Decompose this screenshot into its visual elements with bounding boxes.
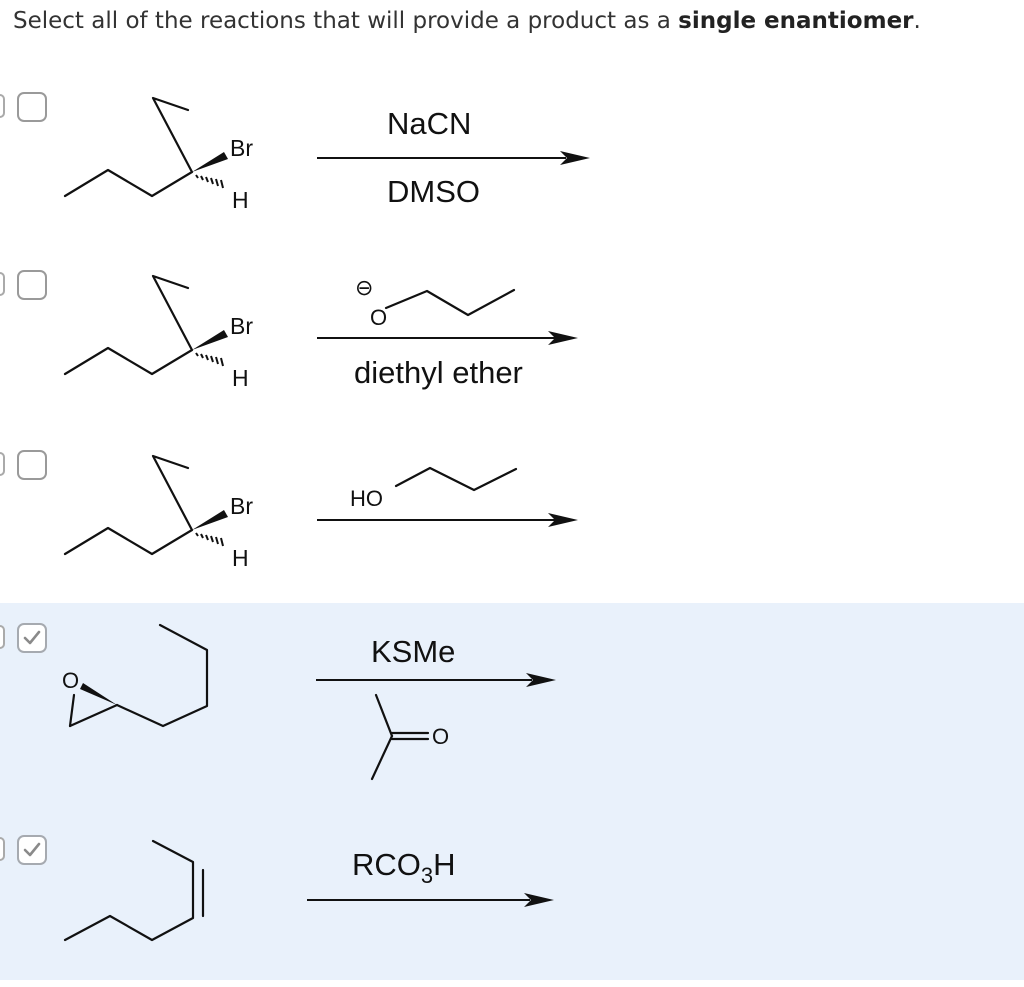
reaction-arrow: [307, 893, 554, 907]
wedge-bond: [192, 330, 228, 350]
reagent-below: DMSO: [387, 174, 480, 209]
peracid-main: RCO: [352, 847, 421, 882]
wedge-bond: [80, 683, 117, 705]
question-emphasis: single enantiomer: [678, 8, 914, 34]
question-prefix: Select all of the reactions that will provide a product as a: [13, 8, 679, 34]
hash-bond: [196, 533, 223, 546]
reaction-arrow: [317, 151, 590, 165]
epoxide-structure: [70, 625, 207, 726]
answer-option-2: [0, 258, 1024, 428]
reagent-above: NaCN: [387, 106, 472, 141]
reaction-1-scheme: [0, 80, 1024, 250]
reaction-arrow: [317, 331, 578, 345]
alkoxide-charge: ⊖: [355, 275, 374, 300]
alkoxide-oxygen: O: [370, 305, 388, 330]
reagent-below: diethyl ether: [354, 355, 523, 390]
alcohol-label: HO: [350, 486, 383, 511]
reaction-4-scheme: [0, 603, 1024, 800]
reaction-arrow: [316, 673, 556, 687]
reaction-2-scheme: [0, 258, 1024, 428]
hash-bond: [196, 353, 223, 366]
reaction-arrow: [317, 513, 578, 527]
hydrogen-label: H: [232, 365, 249, 391]
answer-option-1: [0, 80, 1024, 250]
substrate-1-structure: [65, 98, 192, 196]
bromine-label: Br: [230, 135, 253, 161]
reaction-3-scheme: [0, 438, 1024, 603]
question-suffix: .: [913, 8, 921, 34]
reaction-5-scheme: [0, 800, 1024, 980]
wedge-bond: [192, 152, 228, 172]
hydrogen-label: H: [232, 545, 249, 571]
substrate-2-structure: [65, 276, 192, 374]
hash-bond: [196, 175, 223, 188]
alkoxide-chain: [386, 290, 514, 315]
answer-option-4: [0, 603, 1024, 800]
wedge-bond: [192, 510, 228, 530]
ethanol-chain: [396, 468, 516, 490]
answer-option-3: [0, 438, 1024, 603]
peracid-end: H: [433, 847, 456, 882]
peracid-subscript: 3: [420, 863, 434, 888]
epoxide-oxygen: O: [62, 668, 80, 693]
answer-option-5: [0, 800, 1024, 980]
substrate-3-structure: [65, 456, 192, 554]
bromine-label: Br: [230, 313, 253, 339]
bromine-label: Br: [230, 493, 253, 519]
reagent-above: KSMe: [371, 634, 456, 669]
question-text: [13, 6, 921, 36]
alkene-structure: [65, 841, 203, 940]
acetone-oxygen: O: [432, 724, 450, 749]
hydrogen-label: H: [232, 187, 249, 213]
reagent-above: [352, 847, 456, 888]
acetone-structure: [372, 695, 428, 779]
